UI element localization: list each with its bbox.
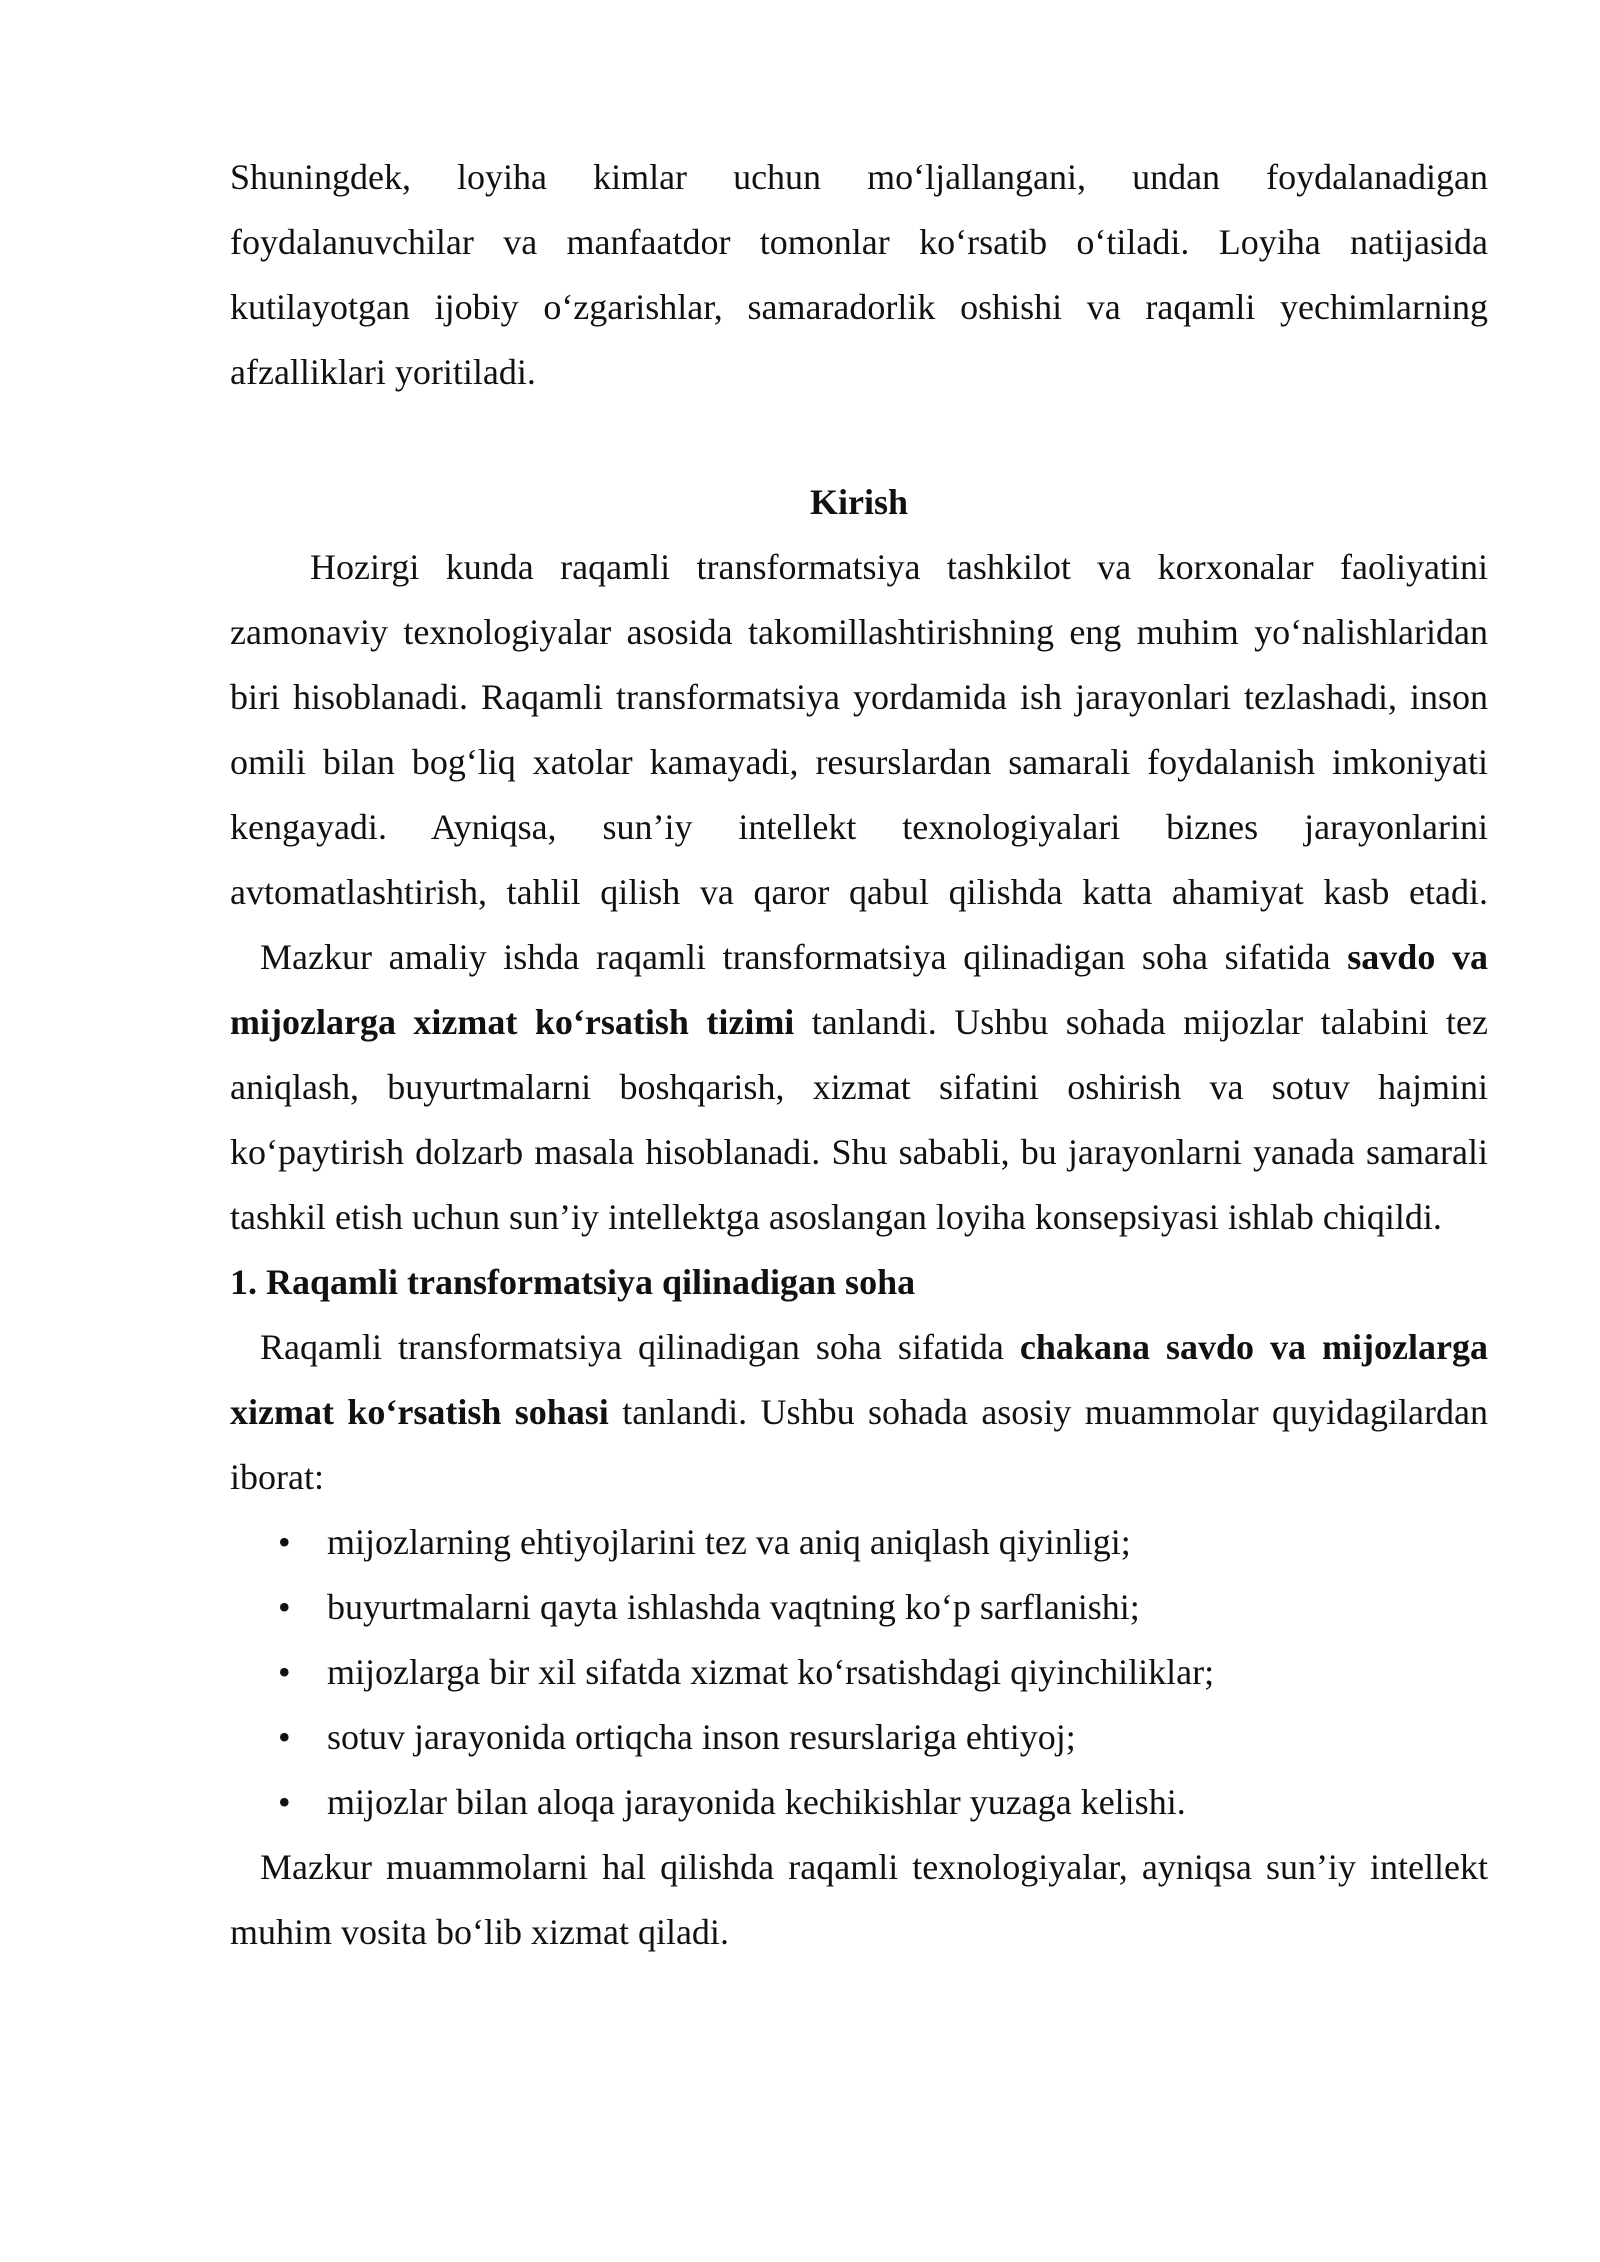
document-page [230, 145, 1488, 1965]
bullet-icon: • [278, 1522, 291, 1562]
bullet-icon: • [278, 1587, 291, 1627]
list-item-text: mijozlarga bir xil sifatda xizmat ko‘rsatishdagi qiyinchiliklar; [327, 1652, 1215, 1692]
section-1-paragraph-bold: chakana savdo va mijozlarga xizmat ko‘rsatish sohasi [230, 1327, 1488, 1432]
list-item [230, 1705, 1488, 1770]
list-item [230, 1575, 1488, 1640]
intro-paragraph: Shuningdek, loyiha kimlar uchun mo‘ljallangani, undan foydalanadigan foydalanuvchilar va manfaatdor tomonlar ko‘rsatib o‘tiladi. Loyiha natijasida kutilayotgan ijobiy o‘zgarishlar, samaradorlik oshishi va raqamli yechimlarning afzalliklari yoritiladi. [230, 157, 1488, 392]
section-1-paragraph [230, 1315, 1488, 1510]
kirish-paragraph-2-bold: savdo va mijozlarga xizmat ko‘rsatish tizimi [230, 937, 1489, 1042]
kirish-paragraph-2 [230, 925, 1488, 1250]
closing-paragraph: Mazkur muammolarni hal qilishda raqamli texnologiyalar, ayniqsa sun’iy intellekt muhim vosita bo‘lib xizmat qiladi. [230, 1847, 1488, 1952]
list-item-text: mijozlar bilan aloqa jarayonida kechikishlar yuzaga kelishi. [327, 1782, 1186, 1822]
section-1-paragraph-end: tanlandi. Ushbu sohada asosiy muammolar quyidagilardan iborat: [230, 1392, 1488, 1497]
kirish-paragraph-2-end: tanlandi. Ushbu sohada mijozlar talabini tez aniqlash, buyurtmalarni boshqarish, xizmat sifatini oshirish va sotuv hajmini ko‘paytirish dolzarb masala hisoblanadi. Shu sababli, bu jarayonlarni yanada samarali tashkil etish uchun sun’iy intellektga asoslangan loyiha konsepsiyasi ishlab chiqildi. [230, 1002, 1488, 1237]
bullet-icon: • [278, 1717, 291, 1757]
list-item-text: mijozlarning ehtiyojlarini tez va aniq aniqlash qiyinligi; [327, 1522, 1131, 1562]
kirish-paragraph-2-start: Mazkur amaliy ishda raqamli transformatsiya qilinadigan soha sifatida [260, 937, 1348, 977]
bullet-icon: • [278, 1652, 291, 1692]
kirish-heading: Kirish [809, 482, 908, 522]
bullet-icon: • [278, 1782, 291, 1822]
list-item [230, 1770, 1488, 1835]
list-item [230, 1510, 1488, 1575]
problems-list [230, 1510, 1488, 1835]
list-item-text: sotuv jarayonida ortiqcha inson resurslariga ehtiyoj; [327, 1717, 1076, 1757]
list-item-text: buyurtmalarni qayta ishlashda vaqtning ko‘p sarflanishi; [327, 1587, 1140, 1627]
list-item [230, 1640, 1488, 1705]
section-spacer [230, 405, 1488, 470]
kirish-paragraph-1: Hozirgi kunda raqamli transformatsiya tashkilot va korxonalar faoliyatini zamonaviy texnologiyalar asosida takomillashtirishning eng muhim yo‘nalishlaridan biri hisoblanadi. Raqamli transformatsiya yordamida ish jarayonlari tezlashadi, inson omili bilan bog‘liq xatolar kamayadi, resurslardan samarali foydalanish imkoniyati kengayadi. Ayniqsa, sun’iy intellekt texnologiyalari biznes jarayonlarini avtomatlashtirish, tahlil qilish va qaror qabul qilishda katta ahamiyat kasb etadi. [230, 547, 1488, 912]
section-1-paragraph-start: Raqamli transformatsiya qilinadigan soha sifatida [260, 1327, 1020, 1367]
section-1-heading: 1. Raqamli transformatsiya qilinadigan soha [230, 1262, 916, 1302]
